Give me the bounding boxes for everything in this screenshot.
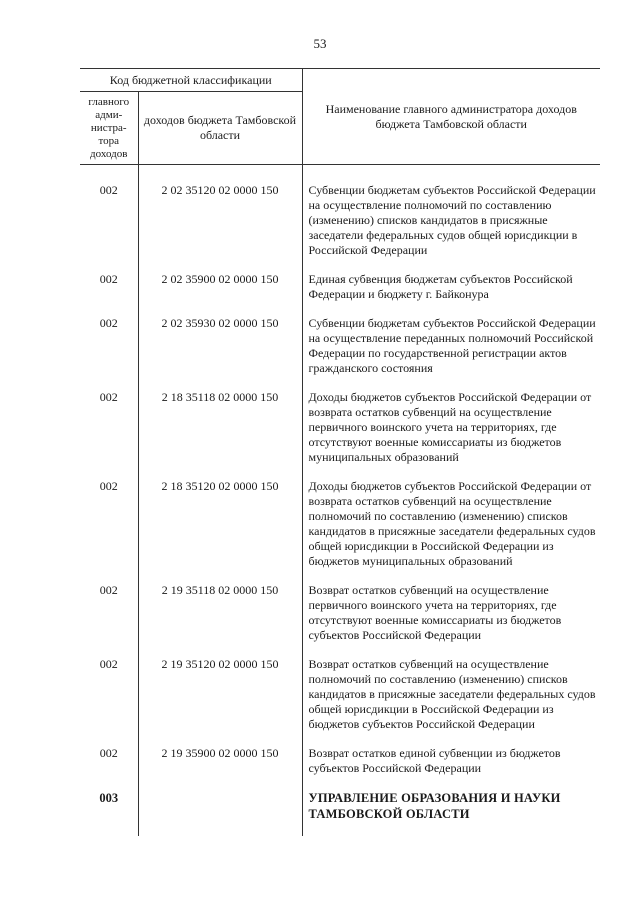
page-number: 53 [313, 36, 327, 51]
budget-classification-header: Код бюджетной классификации [80, 69, 302, 92]
income-code-cell: 2 02 35900 02 0000 150 [138, 272, 302, 316]
administrator-row [80, 790, 600, 836]
income-name-cell: Доходы бюджетов субъектов Российской Федерации от возврата остатков субвенций на осуществление полномочий по составлению (изменению) списков кандидатов в присяжные заседатели федеральных судов общей юрисдикции в Российской Федерации из бюджетов муниципальных образований [308, 479, 596, 568]
income-code-cell [138, 790, 302, 836]
admin-code-cell: 002 [80, 746, 138, 790]
table-row [80, 316, 600, 390]
income-code-header: доходов бюджета Тамбовской области [138, 92, 302, 165]
income-name-cell: Доходы бюджетов субъектов Российской Федерации от возврата остатков субвенций на осуществление первичного воинского учета на территориях, где отсутствуют военные комиссариаты из бюджетов муниципальных образований [308, 390, 592, 464]
income-name-cell: Возврат остатков субвенций на осуществление полномочий по составлению (изменению) списков кандидатов в присяжные заседатели федеральных судов общей юрисдикции в Российской Федерации из бюджетов субъектов Российской Федерации [308, 657, 596, 731]
admin-code-cell: 002 [80, 479, 138, 583]
income-code-cell: 2 18 35118 02 0000 150 [138, 390, 302, 479]
admin-code-cell: 003 [80, 790, 138, 836]
table-row [80, 583, 600, 657]
income-code-cell: 2 18 35120 02 0000 150 [138, 479, 302, 583]
income-name-cell: УПРАВЛЕНИЕ ОБРАЗОВАНИЯ И НАУКИ ТАМБОВСКОЙ ОБЛАСТИ [308, 791, 561, 821]
admin-code-cell: 002 [80, 583, 138, 657]
administrator-name-header: Наименование главного администратора доходов бюджета Тамбовской области [302, 69, 600, 165]
table-body [80, 165, 600, 837]
table-row [80, 657, 600, 746]
header-spacer [80, 165, 600, 180]
table-row [80, 272, 600, 316]
income-code-cell: 2 19 35120 02 0000 150 [138, 657, 302, 746]
admin-code-cell: 002 [80, 657, 138, 746]
income-name-cell: Возврат остатков субвенций на осуществление первичного воинского учета на территориях, где отсутствуют военные комиссариаты из бюджетов субъектов Российской Федерации [308, 583, 562, 642]
table-row [80, 746, 600, 790]
admin-code-cell: 002 [80, 272, 138, 316]
income-code-cell: 2 19 35900 02 0000 150 [138, 746, 302, 790]
income-code-cell: 2 02 35930 02 0000 150 [138, 316, 302, 390]
table-row [80, 179, 600, 272]
table-row [80, 390, 600, 479]
income-code-cell: 2 19 35118 02 0000 150 [138, 583, 302, 657]
income-name-cell: Субвенции бюджетам субъектов Российской Федерации на осуществление полномочий по составлению (изменению) списков кандидатов в присяжные заседатели федеральных судов общей юрисдикции в Российской Федерации [308, 183, 596, 257]
budget-classification-table [80, 68, 600, 836]
income-name-cell: Единая субвенция бюджетам субъектов Российской Федерации и бюджету г. Байконура [308, 272, 573, 301]
admin-code-cell: 002 [80, 316, 138, 390]
income-name-cell: Субвенции бюджетам субъектов Российской Федерации на осуществление переданных полномочий Российской Федерации по государственной регистрации актов гражданского состояния [308, 316, 596, 375]
table-row [80, 479, 600, 583]
chief-administrator-header: главного адми-нистра-тора доходов [80, 92, 138, 165]
income-code-cell: 2 02 35120 02 0000 150 [138, 179, 302, 272]
income-name-cell: Возврат остатков единой субвенции из бюджетов субъектов Российской Федерации [308, 746, 561, 775]
admin-code-cell: 002 [80, 179, 138, 272]
admin-code-cell: 002 [80, 390, 138, 479]
table-header [80, 69, 600, 165]
